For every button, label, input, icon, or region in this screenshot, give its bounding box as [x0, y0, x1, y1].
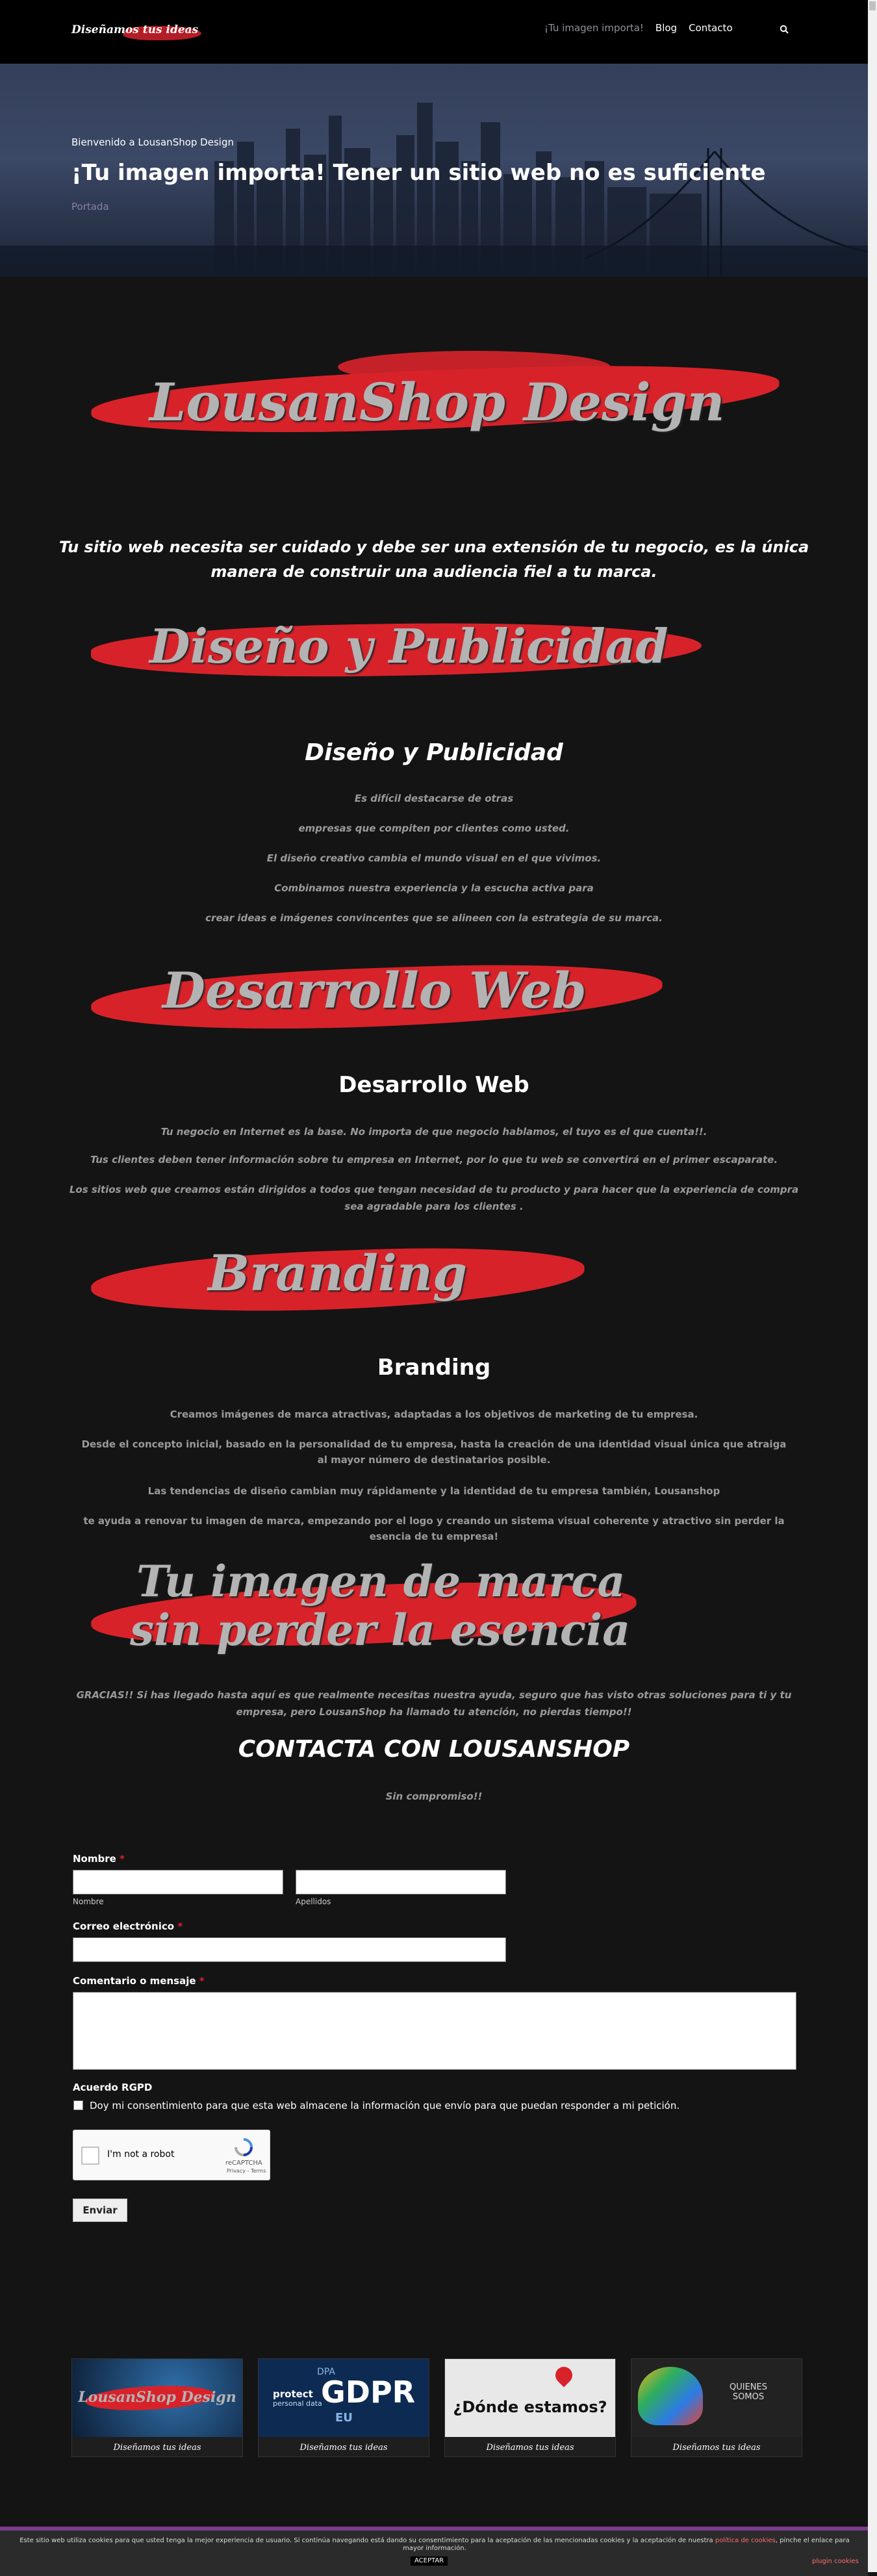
submit-button[interactable]: Enviar: [73, 2199, 127, 2222]
thumb-2-word: protect: [273, 2388, 313, 2400]
nav-item-blog[interactable]: Blog: [655, 22, 678, 34]
footer-thumb-gdpr[interactable]: [258, 2358, 429, 2457]
tagline-line-1: Tu sitio web necesita ser cuidado y debe ser una extensión de tu negocio, es la única: [58, 538, 809, 556]
design-paragraph: Es difícil destacarse de otras: [354, 793, 514, 804]
footer-thumb-quienes-somos[interactable]: [631, 2358, 802, 2457]
branding-paragraph: al mayor número de destinatarios posible.: [317, 1454, 551, 1466]
thumb-2-word: EU: [335, 2411, 353, 2425]
thanks-line-1: GRACIAS!! Si has llegado hasta aquí es que realmente necesitas nuestra ayuda, seguro que has visto otras soluciones para ti y tu: [76, 1689, 792, 1701]
thumb-signature: Diseñamos tus ideas: [113, 2443, 201, 2453]
email-field[interactable]: [73, 1937, 506, 1962]
web-paragraph: Tu negocio en Internet es la base. No importa de que negocio hablamos, el tuyo es el que cuenta!!.: [160, 1126, 707, 1138]
thumb-2-word: personal data: [273, 2399, 322, 2408]
comment-label: Comentario o mensaje *: [73, 1975, 205, 1987]
design-paragraph: empresas que compiten por clientes como usted.: [298, 823, 570, 834]
contact-heading: CONTACTA CON LOUSANSHOP: [238, 1736, 630, 1763]
thumb-signature: Diseñamos tus ideas: [486, 2443, 574, 2453]
last-name-input[interactable]: [296, 1870, 506, 1894]
scrollbar[interactable]: [868, 0, 877, 2572]
cookie-plugin-link[interactable]: plugin cookies: [812, 2558, 859, 2565]
consent-text: Doy mi consentimiento para que esta web almacene la información que envío para que puedan responder a mi petición.: [90, 2100, 680, 2111]
hero-banner: [0, 64, 868, 277]
branding-paragraph: Las tendencias de diseño cambian muy rápidamente y la identidad de tu empresa también, Lousanshop: [147, 1485, 720, 1497]
essence-banner: [91, 1549, 650, 1670]
branding-paragraph: te ayuda a renovar tu imagen de marca, empezando por el logo y creando un sistema visual coherente y atractivo sin perder la: [83, 1515, 785, 1527]
thumb-1-title: LousanShop Design: [78, 2389, 236, 2406]
design-paragraph: El diseño creativo cambia el mundo visual en el que vivimos.: [266, 852, 602, 864]
footer-thumb-lousanshop[interactable]: [71, 2358, 243, 2457]
design-heading: Diseño y Publicidad: [305, 739, 563, 766]
cookie-banner: [0, 2527, 868, 2576]
cookie-policy-link[interactable]: política de cookies: [715, 2537, 776, 2544]
main-nav: [544, 22, 733, 34]
recaptcha-widget: [73, 2130, 270, 2180]
last-name-sublabel: Apellidos: [296, 1897, 331, 1906]
branding-paragraph: Creamos imágenes de marca atractivas, adaptadas a los objetivos de marketing de tu empresa.: [170, 1409, 698, 1420]
recaptcha-brand: reCAPTCHA: [225, 2160, 262, 2167]
page-title: ¡Tu imagen importa! Tener un sitio web no es suficiente: [71, 160, 766, 186]
branding-heading: Branding: [377, 1355, 491, 1381]
web-paragraph: Tus clientes deben tener información sobre tu empresa en Internet, por lo que tu web se convertirá en el primer escaparate.: [90, 1154, 778, 1166]
rgpd-label: Acuerdo RGPD: [73, 2082, 153, 2093]
comment-textarea[interactable]: [73, 1992, 796, 2070]
design-banner: [91, 604, 715, 702]
thumb-4-title: QUIENES SOMOS: [730, 2382, 767, 2402]
first-name-input[interactable]: [73, 1870, 283, 1894]
web-heading: Desarrollo Web: [338, 1072, 529, 1098]
web-paragraph: Los sitios web que creamos están dirigidos a todos que tengan necesidad de tu producto y para hacer que la experiencia de compra: [69, 1184, 799, 1195]
essence-banner-text-1: Tu imagen de marca: [136, 1556, 626, 1607]
nav-item-tu-imagen[interactable]: ¡Tu imagen importa!: [544, 22, 644, 34]
design-paragraph: crear ideas e imágenes convincentes que se alineen con la estrategia de su marca.: [205, 912, 663, 924]
design-banner-text: Diseño y Publicidad: [149, 618, 668, 674]
cookie-text: Este sitio web utiliza cookies para que usted tenga la mejor experiencia de usuario. Si continúa navegando está dando su consentimiento para la aceptación de las mencionadas cookies y la aceptación de nuestra política de cookies, pinche el enlace para mayor información.: [19, 2537, 850, 2552]
branding-banner: [91, 1225, 598, 1335]
recaptcha-label: I'm not a robot: [107, 2149, 175, 2160]
name-label: Nombre *: [73, 1853, 125, 1865]
web-banner-text: Desarrollo Web: [162, 962, 587, 1019]
contact-subheading: Sin compromiso!!: [385, 1791, 483, 1802]
thumb-3-title: ¿Dónde estamos?: [453, 2398, 607, 2416]
site-logo[interactable]: [71, 19, 201, 45]
hero-greeting: Bienvenido a LousanShop Design: [71, 136, 234, 148]
tagline-line-2: manera de construir una audiencia fiel a tu marca.: [210, 563, 657, 581]
cookie-accept-button[interactable]: ACEPTAR: [411, 2557, 448, 2566]
thanks-line-2: empresa, pero LousanShop ha llamado tu atención, no pierdas tiempo!!: [236, 1706, 632, 1718]
first-name-sublabel: Nombre: [73, 1897, 104, 1906]
recaptcha-logo-icon: [233, 2137, 254, 2158]
thumb-2-word: DPA: [317, 2367, 335, 2377]
nav-item-contacto[interactable]: Contacto: [689, 22, 733, 34]
brand-banner: [91, 338, 793, 461]
branding-banner-text: Branding: [208, 1244, 468, 1302]
email-label: Correo electrónico *: [73, 1920, 183, 1932]
logo-text: Diseñamos tus ideas: [71, 23, 199, 36]
brand-banner-text: LousanShop Design: [149, 372, 725, 433]
essence-banner-text-2: sin perder la esencia: [130, 1605, 630, 1655]
footer-thumb-donde-estamos[interactable]: [444, 2358, 616, 2457]
breadcrumb[interactable]: Portada: [71, 201, 109, 212]
branding-paragraph: Desde el concepto inicial, basado en la personalidad de tu empresa, hasta la creación de una identidad visual única que atraiga: [81, 1438, 787, 1450]
lightbulb-icon: [638, 2367, 703, 2425]
recaptcha-links[interactable]: Privacy - Terms: [227, 2168, 266, 2174]
scrollbar-thumb[interactable]: [869, 1, 876, 10]
branding-paragraph: esencia de tu empresa!: [369, 1531, 499, 1542]
search-icon[interactable]: [780, 25, 789, 34]
recaptcha-checkbox[interactable]: [81, 2147, 99, 2165]
thumb-2-title: GDPR: [321, 2375, 416, 2410]
design-paragraph: Combinamos nuestra experiencia y la escucha activa para: [274, 882, 594, 894]
thumb-signature: Diseñamos tus ideas: [672, 2443, 761, 2453]
web-banner: [91, 942, 676, 1052]
web-paragraph: sea agradable para los clientes .: [344, 1201, 524, 1212]
thumb-signature: Diseñamos tus ideas: [299, 2443, 388, 2453]
site-header: [0, 0, 868, 64]
consent-checkbox[interactable]: [73, 2100, 83, 2110]
